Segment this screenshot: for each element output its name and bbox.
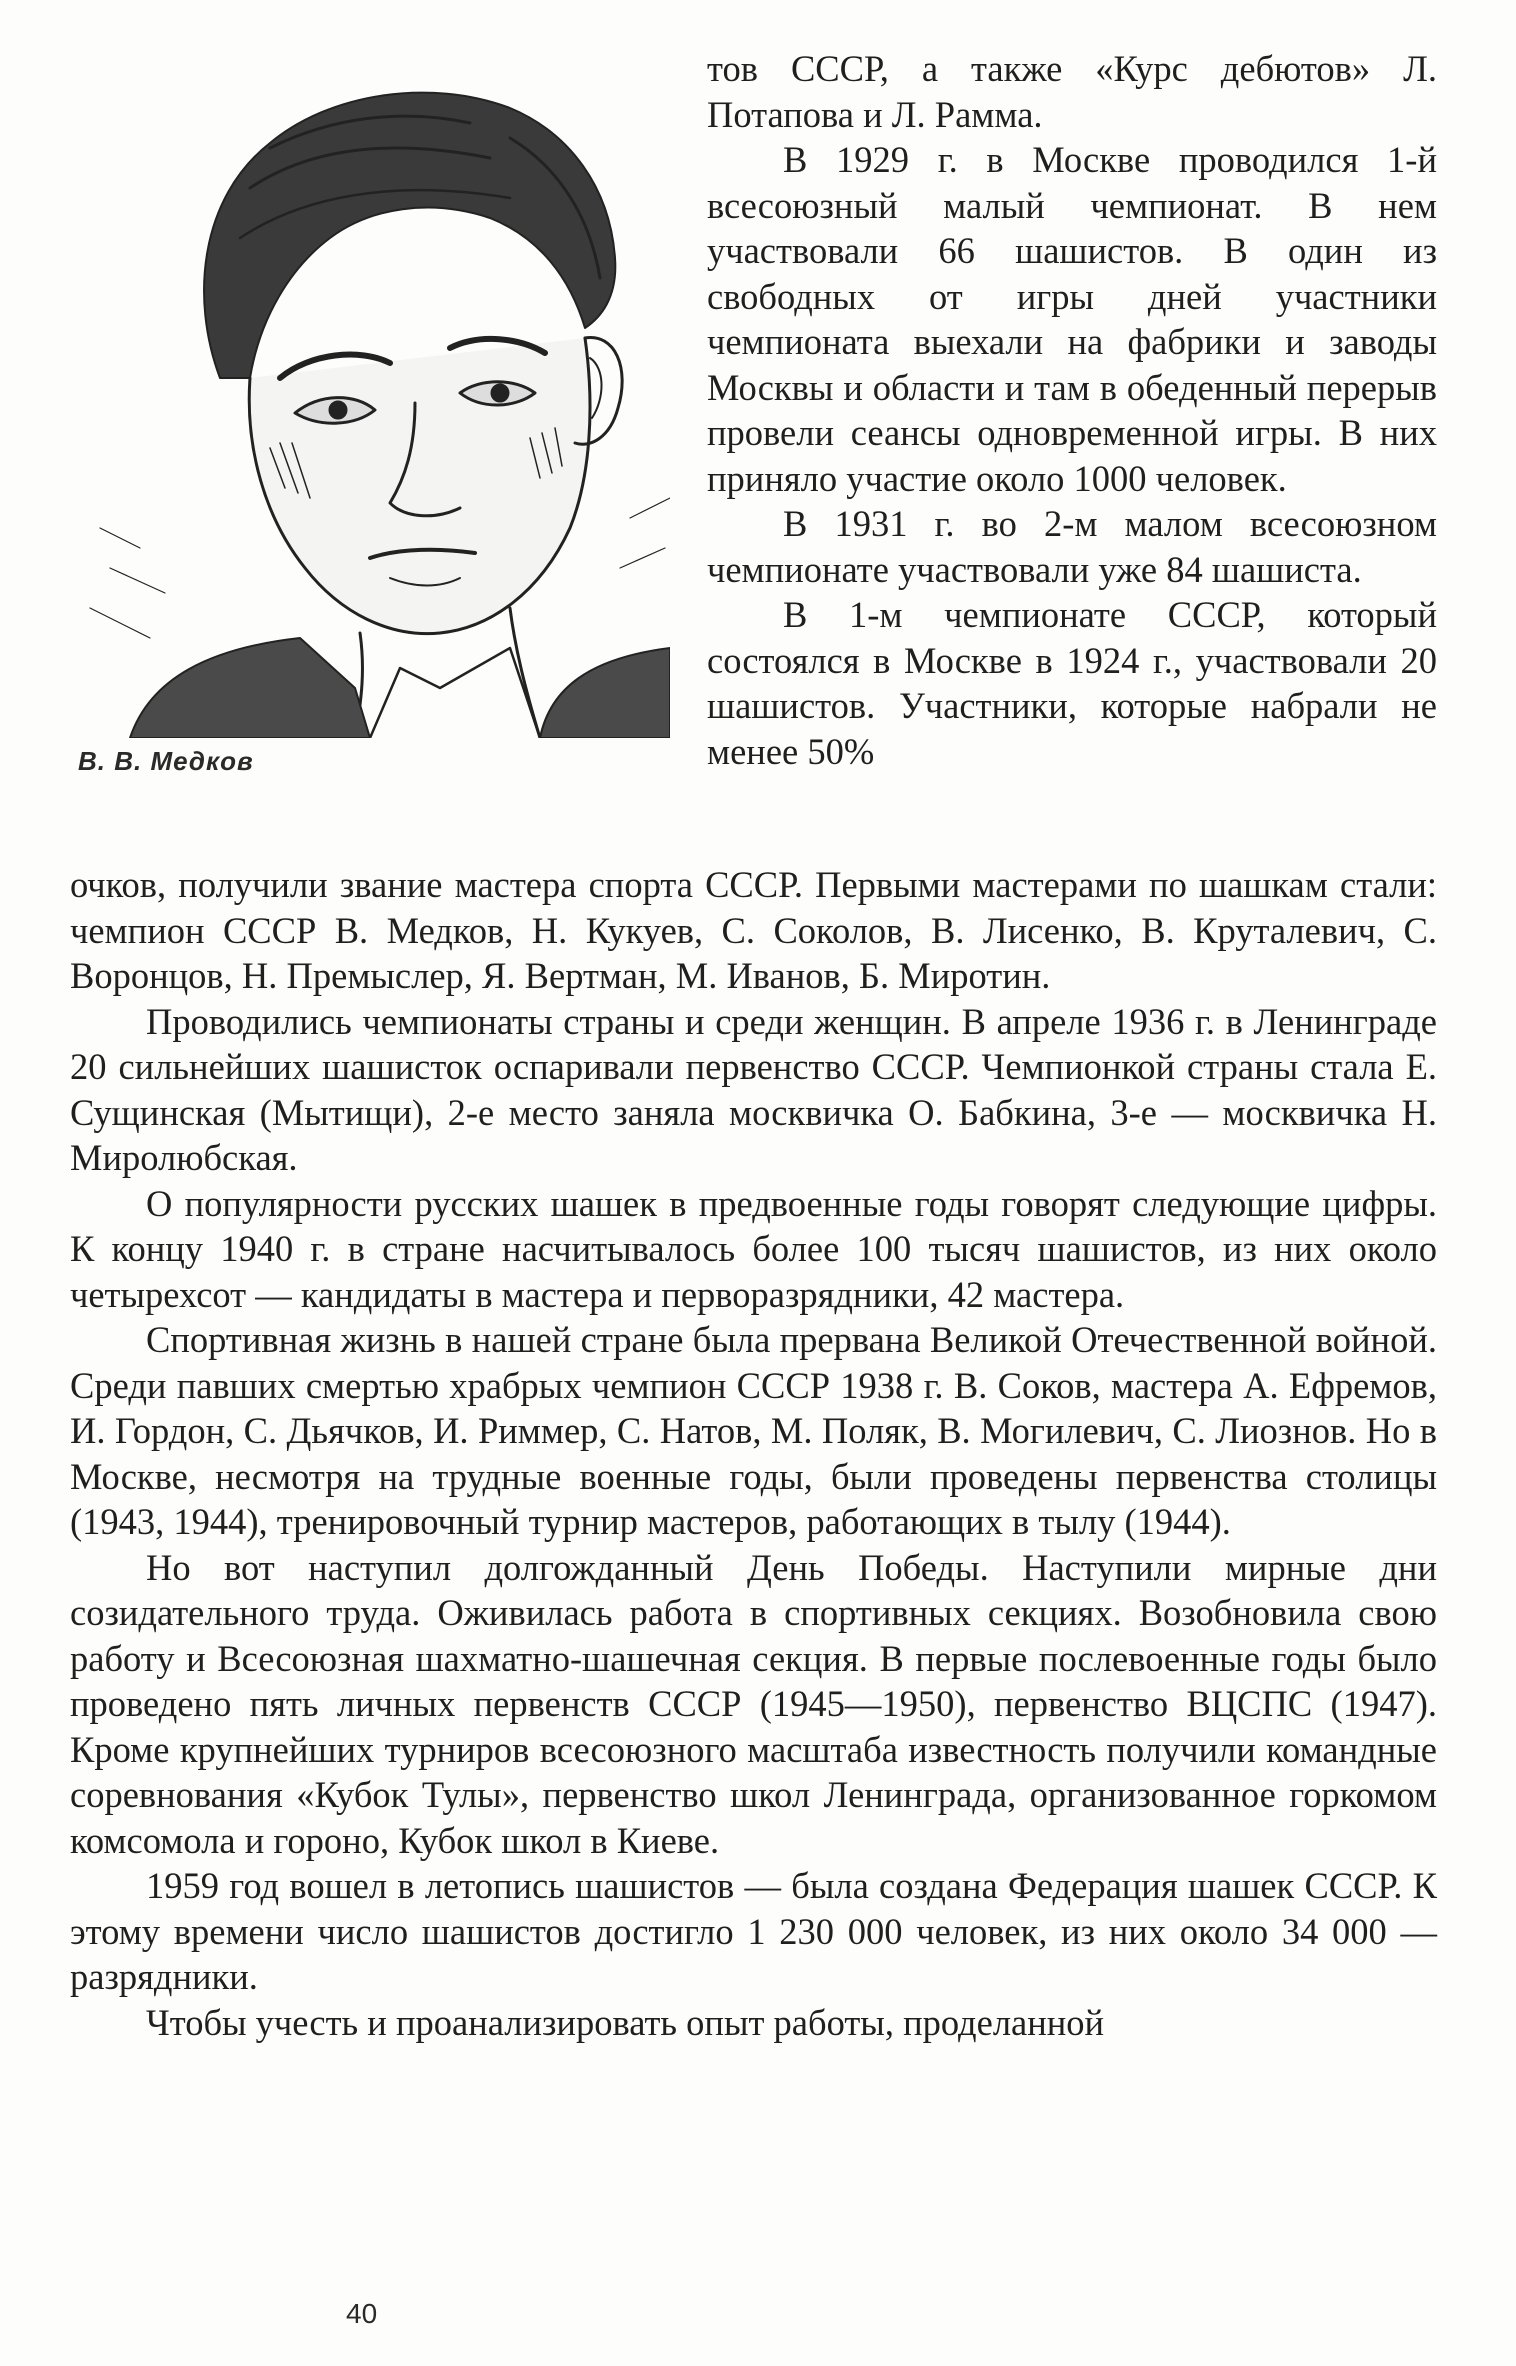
body-paragraph: 1959 год вошел в летопись шашистов — была создана Федерация шашек СССР. К этому времени число шашистов достигло 1 230 000 человек, из них около 34 000 — разрядники.: [70, 1865, 1437, 1997]
body-paragraph: очков, получили звание мастера спорта СССР. Первыми мастерами по шашкам стали: чемпион СССР В. Медков, Н. Кукуев, С. Соколов, В. Лисенко, В. Круталевич, С. Воронцов, Н. Премыслер, Я. Вертман, М. Иванов, Б. Миротин.: [70, 864, 1437, 996]
portrait-illustration: [70, 48, 670, 738]
body-paragraph: О популярности русских шашек в предвоенные годы говорят следующие цифры. К концу 1940 г. в стране насчитывалось более 100 тысяч шашистов, из них около четырехсот — кандидаты в мастера и перворазрядники, 42 мастера.: [70, 1182, 1437, 1315]
body-paragraph: Но вот наступил долгожданный День Победы. Наступили мирные дни созидательного труда. Оживилась работа в спортивных секциях. Возобновила свою работу и Всесоюзная шахматно-шашечная секция. В первые послевоенные годы было проведено пять личных первенств СССР (1945—1950), первенство ВЦСПС (1947). Кроме крупнейших турниров всесоюзного масштаба известность получили командные соревнования «Кубок Тулы», первенство школ Ленинграда, организованное горкомом комсомола и гороно, Кубок школ в Киеве.: [70, 1546, 1437, 1861]
full-width-text: [70, 862, 1437, 2045]
right-column-text: [707, 46, 1437, 774]
portrait-hair: [204, 93, 615, 378]
column-paragraph: В 1931 г. во 2-м малом всесоюзном чемпионате участвовали уже 84 шашиста.: [707, 503, 1437, 590]
column-paragraph: В 1-м чемпионате СССР, который состоялся в Москве в 1924 г., участвовали 20 шашистов. Участники, которые набрали не менее 50%: [707, 594, 1437, 772]
portrait-jacket: [130, 638, 370, 738]
portrait-face: [249, 338, 590, 634]
body-paragraph: Чтобы учесть и проанализировать опыт работы, проделанной: [146, 2001, 1105, 2043]
column-paragraph: В 1929 г. в Москве проводился 1-й всесоюзный малый чемпионат. В нем участвовали 66 шашистов. В один из свободных от игры дней участники чемпионата выехали на фабрики и заводы Москвы и области и там в обеденный перерыв провели сеансы одновременной игры. В них приняло участие около 1000 человек.: [707, 139, 1437, 499]
portrait-caption: В. В. Медков: [78, 746, 254, 776]
body-paragraph: Спортивная жизнь в нашей стране была прервана Великой Отечественной войной. Среди павших смертью храбрых чемпион СССР 1938 г. В. Соков, мастера А. Ефремов, И. Гордон, С. Дьячков, И. Риммер, С. Натов, М. Поляк, В. Могилевич, С. Лиознов. Но в Москве, несмотря на трудные военные годы, были проведены первенства столицы (1943, 1944), тренировочный турнир мастеров, работающих в тылу (1944).: [70, 1319, 1437, 1542]
column-paragraph: тов СССР, а также «Курс дебютов» Л. Потапова и Л. Рамма.: [707, 48, 1437, 135]
page-number: 40: [346, 2298, 378, 2329]
body-paragraph: Проводились чемпионаты страны и среди женщин. В апреле 1936 г. в Ленинграде 20 сильнейших шашисток оспаривали первенство СССР. Чемпионкой страны стала Е. Сущинская (Мытищи), 2-е место заняла москвичка О. Бабкина, 3-е — москвичка Н. Миролюбская.: [70, 1000, 1437, 1178]
